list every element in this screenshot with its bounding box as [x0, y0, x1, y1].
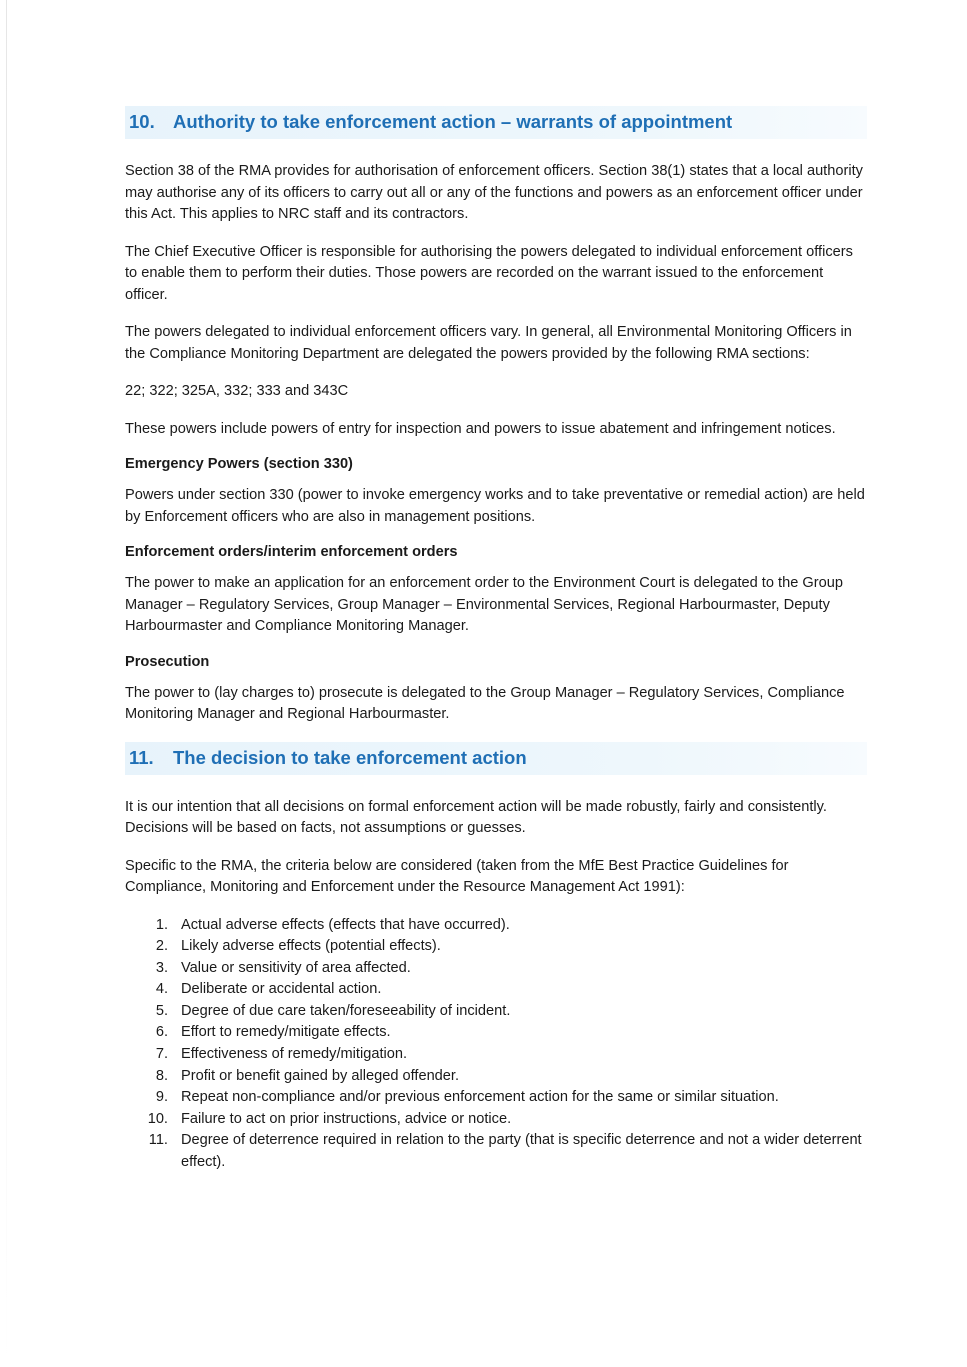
list-item — [125, 1066, 867, 1088]
criteria-list — [125, 915, 867, 1174]
list-item-number: 11. — [148, 1132, 168, 1149]
list-item-number: 5. — [155, 1002, 168, 1019]
list-item-number: 2. — [155, 938, 168, 955]
list-item — [125, 979, 867, 1001]
list-item-number: 3. — [155, 959, 168, 976]
list-item-text: Deliberate or accidental action. — [181, 981, 382, 998]
section-10-number: 10. — [129, 111, 155, 132]
emergency-powers-text: Powers under section 330 (power to invoke emergency works and to take preventative or remedial action) are held by Enforcement officers who are also in management positions. — [125, 487, 865, 525]
section-11-heading — [125, 742, 867, 775]
list-item-number: 6. — [155, 1024, 168, 1041]
enforcement-orders-text: The power to make an application for an enforcement order to the Environment Court is delegated to the Group Manager – Regulatory Services, Group Manager – Environmental Services, Regional Harbourmaster, Deputy Harbourmaster and Compliance Monitoring Manager. — [125, 575, 843, 634]
section-11 — [125, 742, 867, 1174]
emergency-powers-heading: Emergency Powers (section 330) — [125, 456, 353, 472]
list-item-text: Likely adverse effects (potential effects). — [181, 938, 441, 955]
section-11-title: The decision to take enforcement action — [173, 746, 527, 768]
list-item-number: 1. — [155, 916, 168, 933]
prosecution-text: The power to (lay charges to) prosecute is delegated to the Group Manager – Regulatory Services, Compliance Monitoring Manager and Regional Harbourmaster. — [125, 684, 845, 722]
list-item — [125, 1044, 867, 1066]
list-item — [125, 1087, 867, 1109]
enforcement-orders-heading: Enforcement orders/interim enforcement orders — [125, 544, 458, 560]
paragraph: Section 38 of the RMA provides for authorisation of enforcement officers. Section 38(1) states that a local authority may authorise any of its officers to carry out all or any of the functions and powers as an enforcement officer under this Act. This applies to NRC staff and its contractors. — [125, 163, 863, 222]
list-item-number: 8. — [155, 1067, 168, 1084]
list-item-text: Effort to remedy/mitigate effects. — [181, 1024, 391, 1041]
list-item-text: Actual adverse effects (effects that have occurred). — [181, 916, 510, 933]
list-item-text: Degree of due care taken/foreseeability of incident. — [181, 1002, 511, 1019]
list-item-number: 9. — [155, 1089, 168, 1106]
list-item — [125, 958, 867, 980]
list-item — [125, 1022, 867, 1044]
paragraph: It is our intention that all decisions on formal enforcement action will be made robustly, fairly and consistently. Decisions will be based on facts, not assumptions or guesses. — [125, 798, 827, 836]
list-item — [125, 1130, 867, 1173]
section-10 — [125, 106, 867, 726]
list-item-text: Failure to act on prior instructions, advice or notice. — [181, 1110, 512, 1127]
list-item-text: Effectiveness of remedy/mitigation. — [181, 1046, 408, 1063]
section-10-heading — [125, 106, 867, 139]
document-page — [125, 106, 867, 1174]
list-item-text: Value or sensitivity of area affected. — [181, 959, 411, 976]
list-item — [125, 936, 867, 958]
list-item — [125, 1109, 867, 1131]
list-item — [125, 1001, 867, 1023]
list-item-text: Repeat non-compliance and/or previous enforcement action for the same or similar situation. — [181, 1089, 779, 1106]
list-item — [125, 915, 867, 937]
list-item-number: 7. — [155, 1046, 168, 1063]
list-item-text: Degree of deterrence required in relation to the party (that is specific deterrence and not a wider deterrent effect). — [181, 1132, 862, 1171]
section-10-title: Authority to take enforcement action – warrants of appointment — [173, 111, 733, 132]
list-item-number: 10. — [147, 1110, 168, 1127]
paragraph: The Chief Executive Officer is responsible for authorising the powers delegated to individual enforcement officers to enable them to perform their duties. Those powers are recorded on the warrant issued to the enforcement officer. — [125, 243, 853, 303]
scan-edge-line — [6, 0, 7, 1367]
list-item-text: Profit or benefit gained by alleged offender. — [181, 1067, 460, 1084]
paragraph: Specific to the RMA, the criteria below are considered (taken from the MfE Best Practice Guidelines for Compliance, Monitoring and Enforcement under the Resource Management Act 1991): — [125, 857, 789, 895]
section-11-number: 11. — [129, 746, 154, 768]
prosecution-heading: Prosecution — [125, 653, 210, 670]
paragraph: These powers include powers of entry for inspection and powers to issue abatement and infringement notices. — [125, 420, 836, 437]
list-item-number: 4. — [155, 981, 168, 998]
rma-sections-list: 22; 322; 325A, 332; 333 and 343C — [125, 383, 349, 399]
paragraph: The powers delegated to individual enforcement officers vary. In general, all Environmental Monitoring Officers in the Compliance Monitoring Department are delegated the powers provided by the following RMA sections: — [125, 324, 852, 362]
